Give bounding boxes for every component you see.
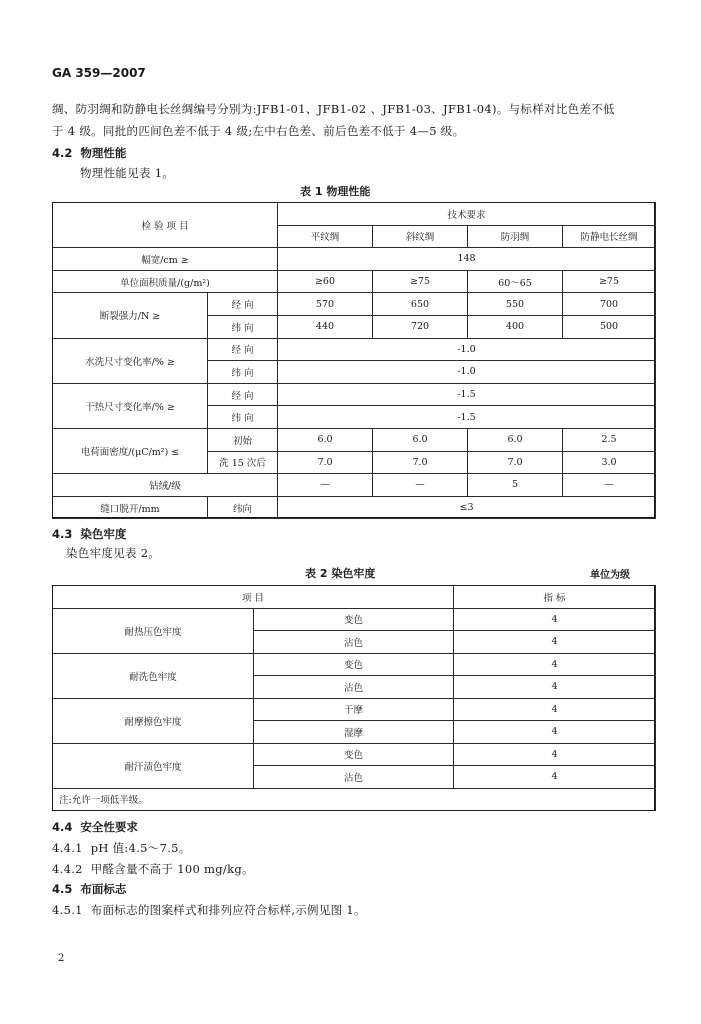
t1-col-twill: 斜纹绸	[373, 225, 468, 248]
item-text: 布面标志的图案样式和排列应符合标样,示例见图 1。	[90, 903, 366, 917]
t1-head-item: 检 验 项 目	[53, 203, 278, 248]
item-text: 甲醛含量不高于 100 mg/kg。	[90, 862, 254, 876]
t2-value: 4	[454, 653, 656, 676]
section-title: 安全性要求	[80, 820, 138, 834]
section-title: 物理性能	[80, 146, 127, 160]
t1-charge-wash-label: 洗 15 次后	[208, 451, 278, 474]
section-4-3-text: 染色牢度见表 2。	[66, 546, 161, 560]
t2-head-index: 指 标	[454, 586, 656, 609]
page-number: 2	[58, 953, 65, 964]
intro-line-1: 绸、防羽绸和防静电长丝绸编号分别为:JFB1-01、JFB1-02 、JFB1-03、JFB1-04)。与标样对比色差不低	[52, 102, 615, 116]
t2-note: 注:允许一项低半级。	[53, 788, 656, 811]
section-4-2-text: 物理性能见表 1。	[80, 166, 175, 180]
section-4-4-heading	[52, 819, 138, 835]
t2-value: 4	[454, 608, 656, 631]
intro-line-2: 于 4 级。同批的匹间色差不低于 4 级;左中右色差、前后色差不低于 4—5 级。	[52, 124, 465, 138]
t1-cell: 6.0	[468, 428, 563, 451]
t1-col-antistatic: 防静电长丝绸	[563, 225, 656, 248]
t1-seam-label: 缝口脱开/mm	[53, 496, 208, 519]
section-number: 4.3	[52, 527, 73, 541]
t1-width-value: 148	[278, 248, 656, 271]
color-fastness-table	[52, 585, 656, 811]
t1-warp-label: 经 向	[208, 338, 278, 361]
t1-cell: ≥60	[278, 270, 373, 293]
t1-width-label: 幅宽/cm ≥	[53, 248, 278, 271]
t1-cell: 2.5	[563, 428, 656, 451]
item-4-4-2	[52, 861, 254, 877]
t1-wash-warp-value: -1.0	[278, 338, 656, 361]
t1-cell: 650	[373, 293, 468, 316]
t1-cell: 500	[563, 315, 656, 338]
t2-sub-item: 变色	[254, 653, 454, 676]
section-number: 4.5	[52, 882, 73, 896]
item-4-4-1	[52, 840, 191, 856]
t2-sub-item: 沾色	[254, 676, 454, 699]
t2-value: 4	[454, 631, 656, 654]
t1-cell: 5	[468, 474, 563, 497]
t1-cell: 7.0	[468, 451, 563, 474]
t1-cell: ≥75	[563, 270, 656, 293]
t1-cell: 550	[468, 293, 563, 316]
t1-wash-label: 水洗尺寸变化率/% ≥	[53, 338, 208, 383]
t2-group-name: 耐摩擦色牢度	[53, 698, 254, 743]
t1-warp-label: 经 向	[208, 293, 278, 316]
t2-sub-item: 沾色	[254, 631, 454, 654]
section-number: 4.4	[52, 820, 73, 834]
t1-heat-warp-value: -1.5	[278, 383, 656, 406]
t2-value: 4	[454, 766, 656, 789]
t1-down-label: 钻绒/级	[53, 474, 278, 497]
table2-caption: 表 2 染色牢度	[305, 567, 376, 580]
document-header: GA 359—2007	[52, 66, 146, 80]
section-title: 布面标志	[80, 882, 127, 896]
t1-cell: 6.0	[373, 428, 468, 451]
t1-cell: 700	[563, 293, 656, 316]
table1-caption: 表 1 物理性能	[300, 185, 371, 198]
section-4-5-heading	[52, 881, 126, 897]
section-title: 染色牢度	[80, 527, 127, 541]
t1-cell: 7.0	[373, 451, 468, 474]
t1-weft-label: 纬 向	[208, 361, 278, 384]
t1-col-plain: 平纹绸	[278, 225, 373, 248]
t1-cell: —	[373, 474, 468, 497]
t1-cell: 440	[278, 315, 373, 338]
t1-weft-label: 纬 向	[208, 406, 278, 429]
section-4-3-heading	[52, 526, 126, 542]
t1-warp-label: 经 向	[208, 383, 278, 406]
t2-sub-item: 干摩	[254, 698, 454, 721]
t2-sub-item: 湿摩	[254, 721, 454, 744]
t1-cell: 3.0	[563, 451, 656, 474]
t1-cell: —	[563, 474, 656, 497]
t2-group-name: 耐汗渍色牢度	[53, 743, 254, 788]
t1-heat-label: 干热尺寸变化率/% ≥	[53, 383, 208, 428]
section-number: 4.2	[52, 146, 73, 160]
item-number: 4.4.2	[52, 862, 83, 876]
t1-col-downproof: 防羽绸	[468, 225, 563, 248]
section-4-2-heading	[52, 145, 126, 161]
item-4-5-1	[52, 902, 366, 918]
t2-sub-item: 变色	[254, 608, 454, 631]
t2-group-name: 耐热压色牢度	[53, 608, 254, 653]
item-text: pH 值:4.5～7.5。	[90, 841, 191, 855]
t1-charge-label: 电荷面密度/(μC/m²) ≤	[53, 428, 208, 473]
t1-cell: —	[278, 474, 373, 497]
t1-charge-initial-label: 初始	[208, 428, 278, 451]
t1-wash-weft-value: -1.0	[278, 361, 656, 384]
t1-cell: 6.0	[278, 428, 373, 451]
table2-unit: 单位为级	[590, 570, 630, 581]
t1-seam-value: ≤3	[278, 496, 656, 519]
t1-weft-label: 纬 向	[208, 315, 278, 338]
t2-sub-item: 变色	[254, 743, 454, 766]
t1-cell: 400	[468, 315, 563, 338]
t2-group-name: 耐洗色牢度	[53, 653, 254, 698]
t1-strength-label: 断裂强力/N ≥	[53, 293, 208, 338]
t1-mass-label: 单位面积质量/(g/m²)	[53, 270, 278, 293]
t1-heat-weft-value: -1.5	[278, 406, 656, 429]
t2-value: 4	[454, 743, 656, 766]
t1-cell: 720	[373, 315, 468, 338]
t2-head-item: 项 目	[53, 586, 454, 609]
item-number: 4.5.1	[52, 903, 83, 917]
t1-head-requirement: 技术要求	[278, 203, 656, 226]
t1-cell: 60～65	[468, 270, 563, 293]
t2-value: 4	[454, 698, 656, 721]
t1-cell: 7.0	[278, 451, 373, 474]
item-number: 4.4.1	[52, 841, 83, 855]
t2-value: 4	[454, 676, 656, 699]
t1-cell: 570	[278, 293, 373, 316]
physical-properties-table	[52, 202, 656, 519]
t1-seam-direction: 纬向	[208, 496, 278, 519]
t2-value: 4	[454, 721, 656, 744]
t2-sub-item: 沾色	[254, 766, 454, 789]
t1-cell: ≥75	[373, 270, 468, 293]
